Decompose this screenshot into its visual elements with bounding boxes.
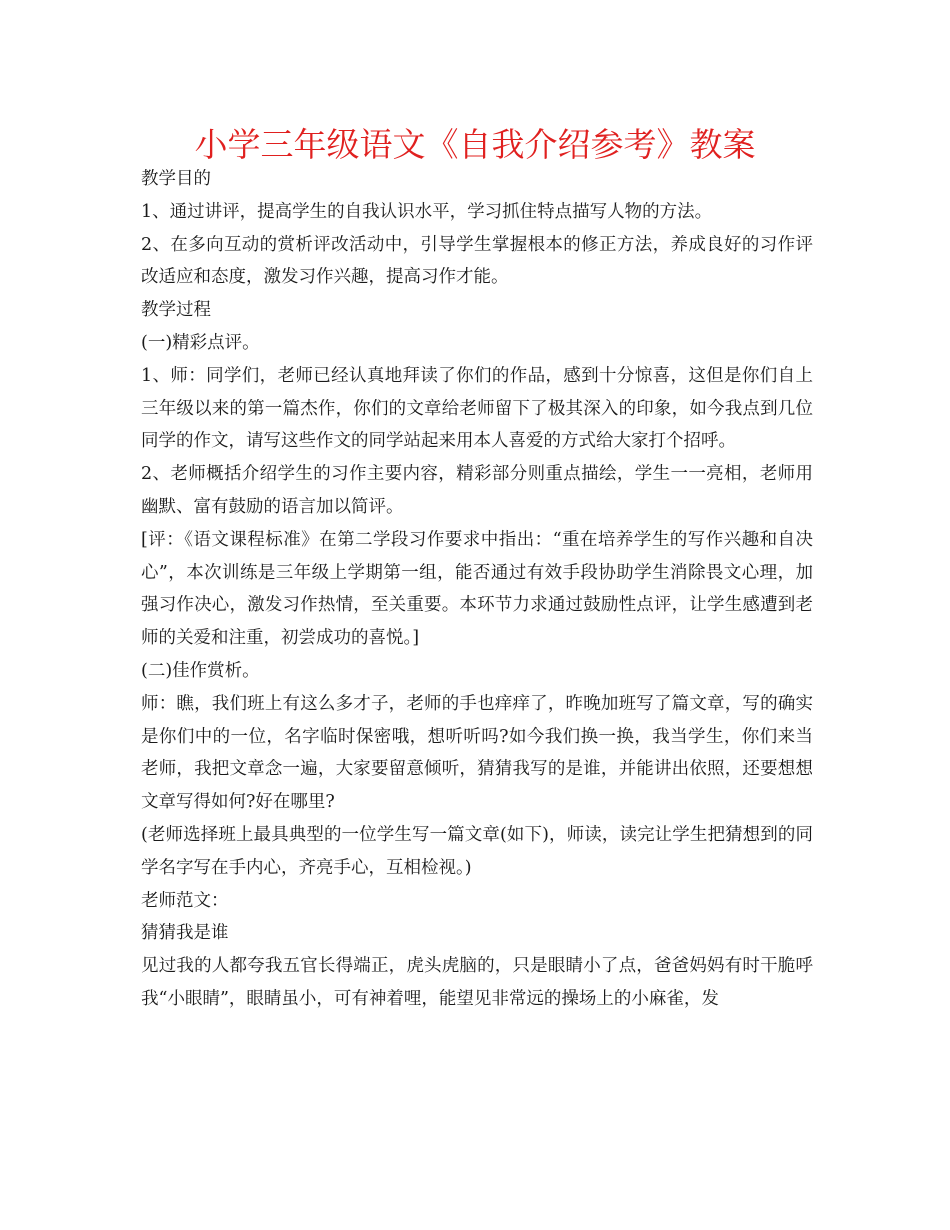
section-heading-objectives: 教学目的	[141, 169, 211, 189]
section-heading-process: 教学过程	[141, 300, 211, 321]
paragraph-objective-2: 2、在多向互动的赏析评改活动中，引导学生掌握根本的修正方法，养成良好的习作评改适应和态度，激发习作兴趣，提高习作才能。	[141, 234, 813, 288]
paragraph-objective-1: 1、通过讲评，提高学生的自我认识水平，学习抓住特点描写人物的方法。	[141, 201, 713, 222]
document-title: 小学三年级语文《自我介绍参考》教案	[194, 125, 756, 164]
label-model-essay: 老师范文：	[141, 890, 229, 911]
document-body	[141, 163, 813, 1016]
essay-title: 猜猜我是谁	[141, 923, 229, 944]
essay-paragraph: 见过我的人都夸我五官长得端正，虎头虎脑的，只是眼睛小了点，爸爸妈妈有时干脆呼我“小眼睛”，眼睛虽小，可有神着哩，能望见非常远的操场上的小麻雀，发	[141, 956, 813, 1009]
paragraph-note: (老师选择班上最具典型的一位学生写一篇文章(如下)，师读，读完让学生把猜想到的同学名字写在手内心，齐亮手心，互相检视。)	[141, 824, 813, 878]
paragraph-step-1: 1、师：同学们，老师已经认真地拜读了你们的作品，感到十分惊喜，这但是你们自上三年级以来的第一篇杰作，你们的文章给老师留下了极其深入的印象，如今我点到几位同学的作文，请写这些作文的同学站起来用本人喜爱的方式给大家打个招呼。	[141, 365, 813, 452]
subheading-appreciation: (二)佳作赏析。	[141, 660, 260, 681]
paragraph-teacher-speech: 师：瞧，我们班上有这么多才子，老师的手也痒痒了，昨晚加班写了篇文章，写的确实是你们中的一位，名字临时保密哦，想听听吗?如今我们换一换，我当学生，你们来当老师，我把文章念一遍，大家要留意倾听，猜猜我写的是谁，并能讲出依照，还要想想文章写得如何?好在哪里?	[141, 693, 813, 813]
subheading-highlight-review: (一)精彩点评。	[141, 332, 260, 353]
paragraph-commentary: [评：《语文课程标准》在第二学段习作要求中指出：“重在培养学生的写作兴趣和自决心”，本次训练是三年级上学期第一组，能否通过有效手段协助学生消除畏文心理，加强习作决心，激发习作热情，至关重要。本环节力求通过鼓励性点评，让学生感遭到老师的关爱和注重，初尝成功的喜悦。]	[141, 529, 813, 649]
paragraph-step-2: 2、老师概括介绍学生的习作主要内容，精彩部分则重点描绘，学生一一亮相，老师用幽默、富有鼓励的语言加以简评。	[141, 464, 813, 517]
